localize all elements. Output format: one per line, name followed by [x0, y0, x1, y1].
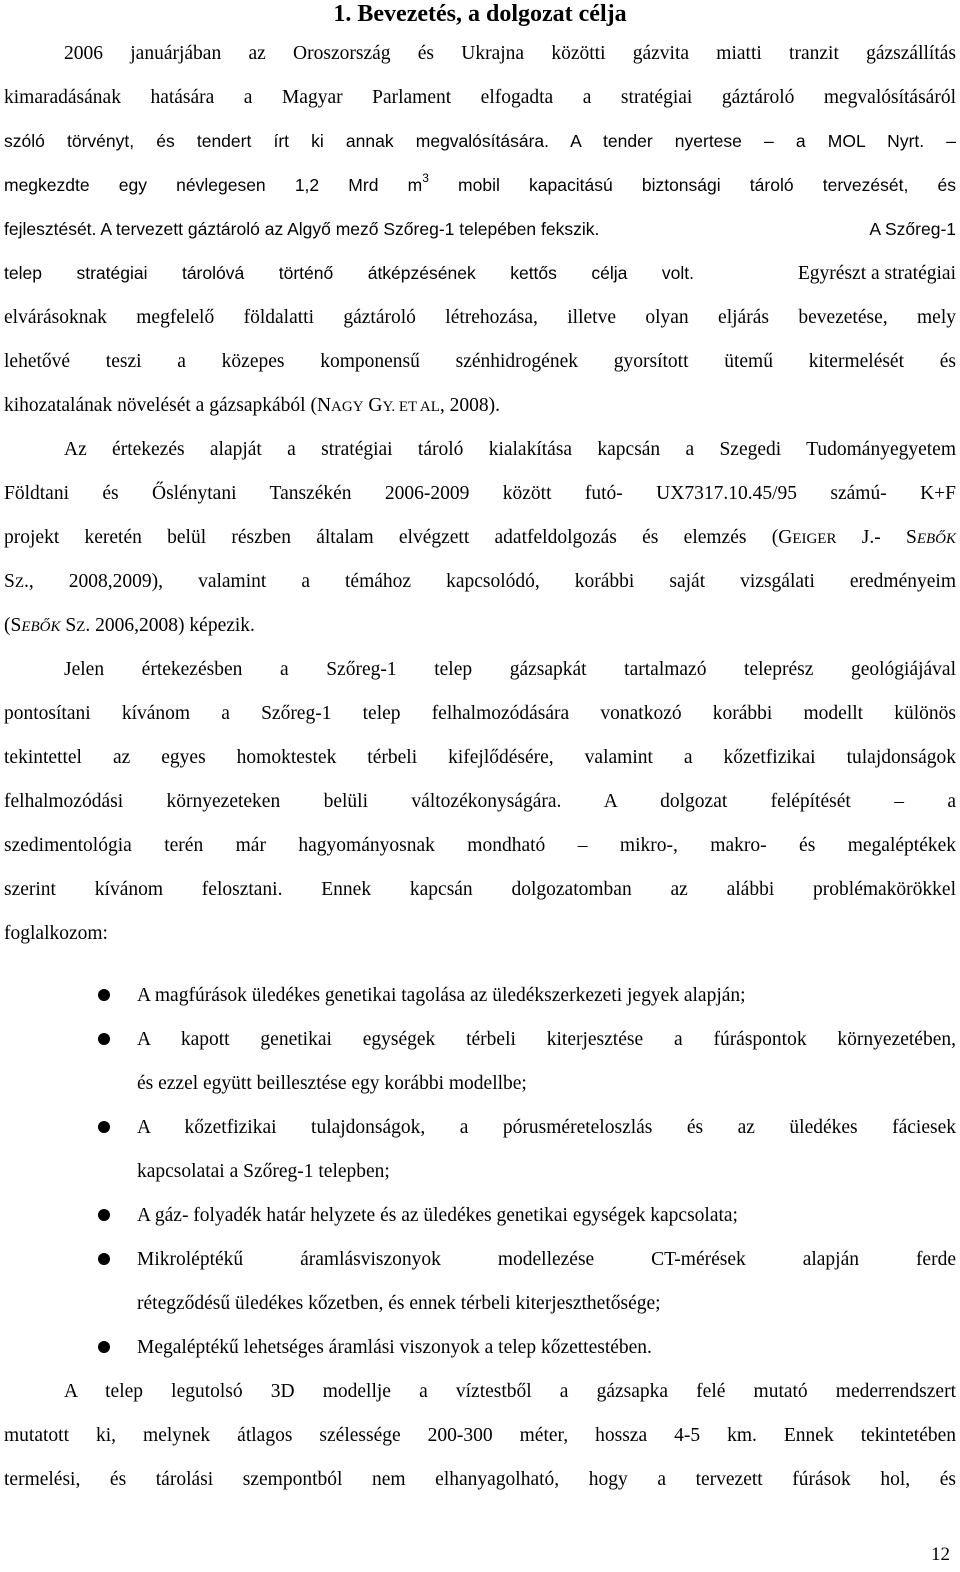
p1-line-4: megkezdte egy névlegesen 1,2 Mrd $m^3$ mobil kapacitású biztonsági tároló tervezését, és: [4, 171, 956, 195]
p1-line-9: kihozatalának növelését a gázsapkából (NAGY GY. ET AL, 2008).: [4, 395, 500, 416]
p3-line-2: pontosítani kívánom a Szőreg-1 telep felhalmozódására vonatkozó korábbi modellt különös: [4, 703, 956, 724]
p1-line-8: lehetővé teszi a közepes komponensű szénhidrogének gyorsított ütemű kitermelését és: [4, 351, 956, 372]
bullet-dot: [98, 1253, 110, 1265]
p3-line-4: felhalmozódási környezeteken belüli változékonyságára. A dolgozat felépítését – a: [4, 791, 956, 812]
bullet-dot: [98, 1341, 110, 1353]
p1-line-5-end: A Szőreg-1: [869, 219, 956, 239]
p1-line-6-end: Egyrészt a stratégiai: [797, 263, 956, 284]
bullet-dot: [98, 1209, 110, 1221]
list-item: A gáz- folyadék határ helyzete és az üledékes genetikai egységek kapcsolata;: [137, 1205, 738, 1226]
p2-line-4: SZ., 2008,2009), valamint a témához kapcsolódó, korábbi saját vizsgálati eredményeim: [4, 571, 956, 592]
p4-line-2: mutatott ki, melynek átlagos szélessége 200-300 méter, hossza 4-5 km. Ennek tekintetében: [4, 1425, 956, 1446]
list-item: A magfúrások üledékes genetikai tagolása az üledékszerkezeti jegyek alapján;: [137, 985, 746, 1006]
list-item: A kőzetfizikai tulajdonságok, a pórusméreteloszlás és az üledékes fáciesek: [137, 1117, 956, 1138]
list-item: A kapott genetikai egységek térbeli kiterjesztése a fúráspontok környezetében,: [137, 1029, 956, 1050]
p2-line-1: Az értekezés alapját a stratégiai tároló kialakítása kapcsán a Szegedi Tudományegyetem: [64, 439, 956, 460]
list-item: Megaléptékű lehetséges áramlási viszonyok a telep kőzettestében.: [137, 1337, 652, 1358]
p4-line-3: termelési, és tárolási szempontból nem elhanyagolható, hogy a tervezett fúrások hol, és: [4, 1469, 956, 1490]
p3-line-1: Jelen értekezésben a Szőreg-1 telep gázsapkát tartalmazó teleprész geológiájával: [64, 659, 956, 680]
bullet-dot: [98, 989, 110, 1001]
chapter-heading: 1. Bevezetés, a dolgozat célja: [333, 1, 627, 27]
list-item-continuation: és ezzel együtt beillesztése egy korábbi modellbe;: [137, 1073, 527, 1094]
p3-line-3: tekintettel az egyes homoktestek térbeli kifejlődésére, valamint a kőzetfizikai tulajdonságok: [4, 747, 956, 768]
list-item-continuation: rétegződésű üledékes kőzetben, és ennek térbeli kiterjeszthetősége;: [137, 1293, 661, 1314]
p3-line-5: szedimentológia terén már hagyományosnak mondható – mikro-, makro- és megaléptékek: [4, 835, 956, 856]
p1-line-3: szóló törvényt, és tendert írt ki annak megvalósítására. A tender nyertese – a MOL Nyrt. –: [4, 131, 956, 151]
p1-line-1: 2006 januárjában az Oroszország és Ukrajna közötti gázvita miatti tranzit gázszállítás: [64, 43, 956, 64]
p2-line-3: projekt keretén belül részben általam elvégzett adatfeldolgozás és elemzés (GEIGER J.- SEBŐK: [4, 527, 956, 548]
page-number: 12: [931, 1544, 950, 1565]
p2-line-2: Földtani és Őslénytani Tanszékén 2006-2009 között futó- UX7317.10.45/95 számú- K+F: [4, 483, 956, 504]
bullet-dot: [98, 1121, 110, 1133]
p1-line-2: kimaradásának hatására a Magyar Parlament elfogadta a stratégiai gáztároló megvalósításáról: [4, 87, 956, 108]
p2-line-5: (SEBŐK SZ. 2006,2008) képezik.: [4, 615, 255, 636]
p3-line-6: szerint kívánom felosztani. Ennek kapcsán dolgozatomban az alábbi problémakörökkel: [4, 879, 956, 900]
p1-line-6: telep stratégiai tárolóvá történő átképzésének kettős célja volt.: [4, 263, 694, 283]
bullet-dot: [98, 1033, 110, 1045]
p1-line-7: elvárásoknak megfelelő földalatti gáztároló létrehozása, illetve olyan eljárás bevezetése, mely: [4, 307, 956, 328]
list-item: Mikroléptékű áramlásviszonyok modellezése CT-mérések alapján ferde: [137, 1249, 956, 1270]
list-item-continuation: kapcsolatai a Szőreg-1 telepben;: [137, 1161, 390, 1182]
p4-line-1: A telep legutolsó 3D modellje a víztestből a gázsapka felé mutató mederrendszert: [64, 1381, 956, 1402]
p1-line-5: fejlesztését. A tervezett gáztároló az Algyő mező Szőreg-1 telepében fekszik.: [4, 219, 600, 239]
p3-line-7: foglalkozom:: [4, 923, 108, 944]
